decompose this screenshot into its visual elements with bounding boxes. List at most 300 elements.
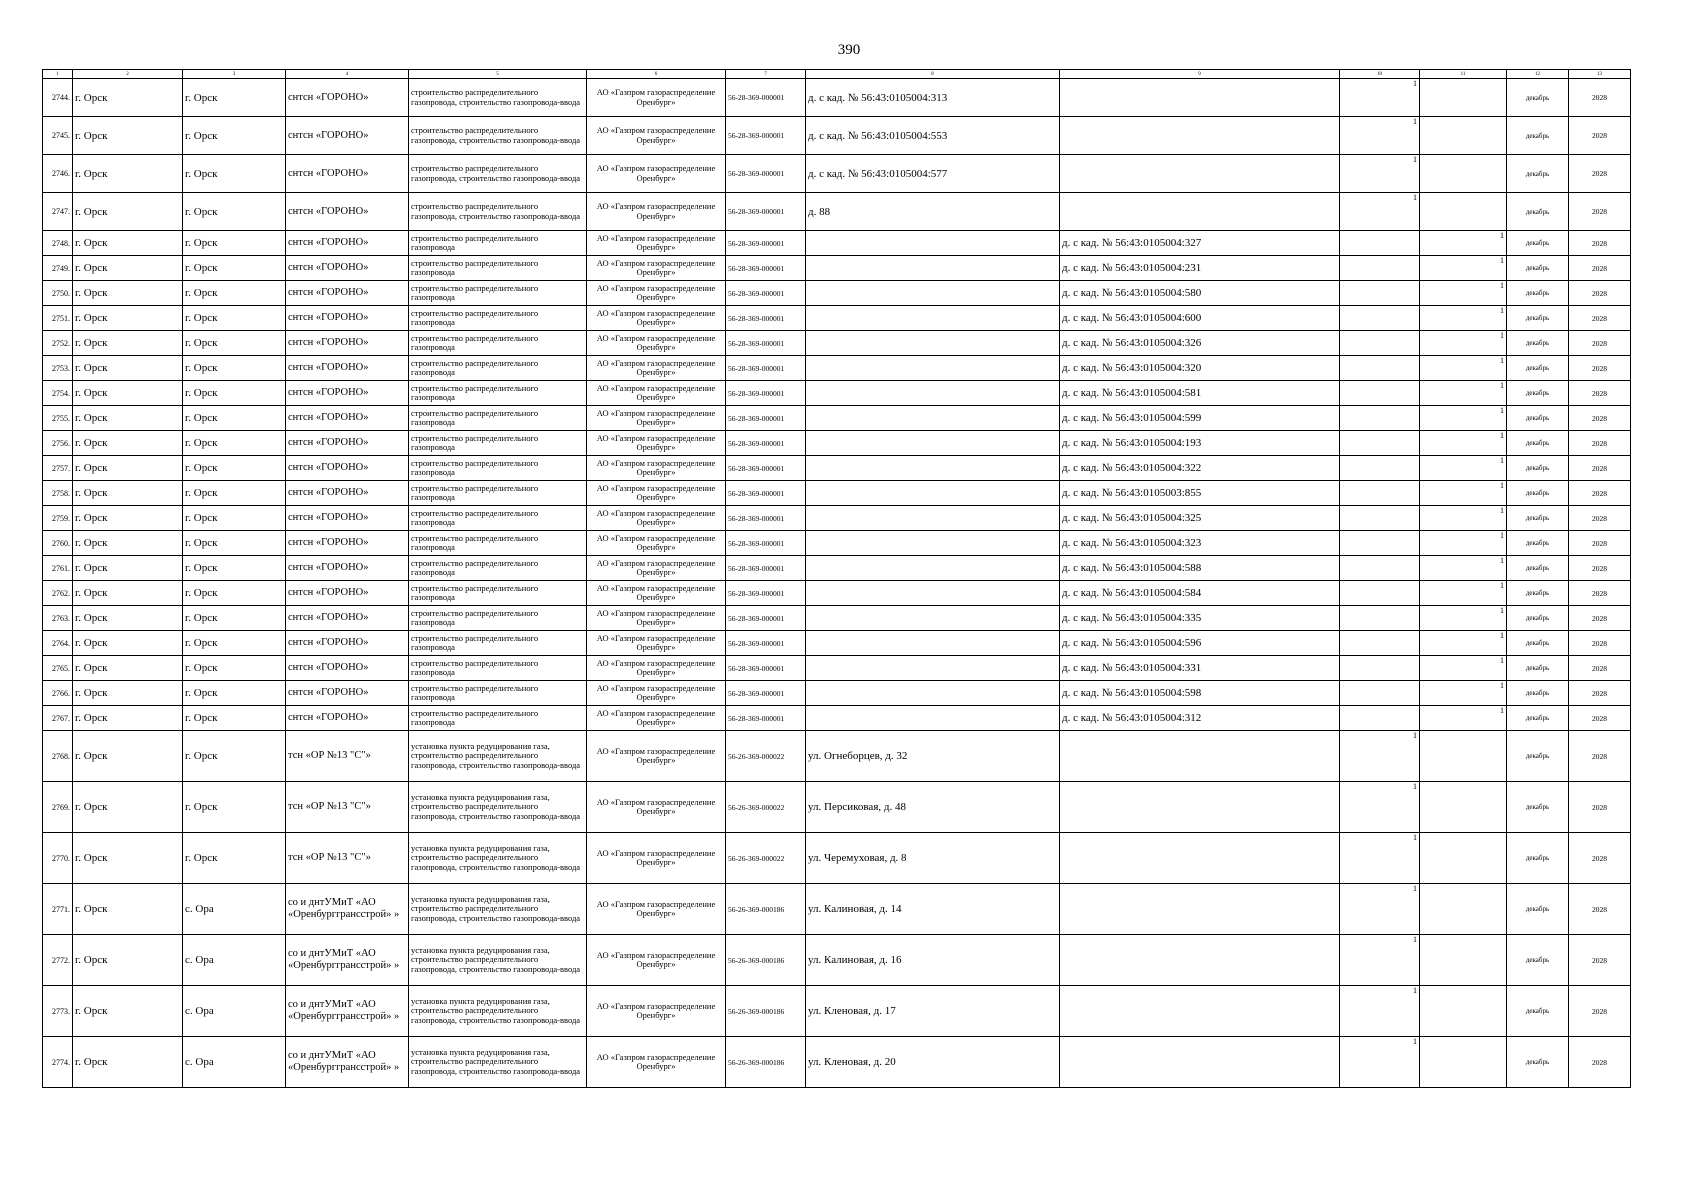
header-row (43, 70, 1631, 79)
count-cell (1420, 833, 1507, 884)
code-cell: 56-26-369-000186 (726, 986, 806, 1037)
organization-cell: снтсн «ГОРОНО» (286, 706, 409, 731)
cadastral-cell: д. с кад. № 56:43:0105004:231 (1060, 256, 1340, 281)
settlement-cell: г. Орск (183, 556, 286, 581)
work-type-cell: строительство распределительного газопровода (409, 256, 587, 281)
gas-company-cell: АО «Газпром газораспределение Оренбург» (587, 731, 726, 782)
municipality-cell: г. Орск (73, 731, 183, 782)
count-cell (1340, 306, 1420, 331)
gas-company-cell: АО «Газпром газораспределение Оренбург» (587, 782, 726, 833)
gas-company-cell: АО «Газпром газораспределение Оренбург» (587, 406, 726, 431)
year-cell: 2028 (1569, 381, 1631, 406)
code-cell: 56-28-369-000001 (726, 331, 806, 356)
address-cell (806, 381, 1060, 406)
month-cell: декабрь (1507, 456, 1569, 481)
work-type-cell: строительство распределительного газопровода (409, 331, 587, 356)
work-type-cell: строительство распределительного газопровода (409, 456, 587, 481)
settlement-cell: с. Ора (183, 935, 286, 986)
cadastral-cell (1060, 782, 1340, 833)
table-row (43, 381, 1631, 406)
municipality-cell: г. Орск (73, 281, 183, 306)
cadastral-cell (1060, 935, 1340, 986)
municipality-cell: г. Орск (73, 481, 183, 506)
settlement-cell: г. Орск (183, 155, 286, 193)
month-cell: декабрь (1507, 1037, 1569, 1088)
count-cell: 1 (1340, 193, 1420, 231)
month-cell: декабрь (1507, 731, 1569, 782)
code-cell: 56-28-369-000001 (726, 431, 806, 456)
table-row (43, 431, 1631, 456)
column-number: 12 (1507, 70, 1569, 79)
row-number: 2746. (43, 155, 73, 193)
year-cell: 2028 (1569, 531, 1631, 556)
cadastral-cell (1060, 1037, 1340, 1088)
count-cell (1420, 986, 1507, 1037)
row-number: 2766. (43, 681, 73, 706)
count-cell: 1 (1420, 656, 1507, 681)
count-cell: 1 (1420, 606, 1507, 631)
column-number: 8 (806, 70, 1060, 79)
table-row (43, 331, 1631, 356)
count-cell (1340, 406, 1420, 431)
table-row (43, 731, 1631, 782)
column-number: 2 (73, 70, 183, 79)
month-cell: декабрь (1507, 381, 1569, 406)
row-number: 2756. (43, 431, 73, 456)
municipality-cell: г. Орск (73, 456, 183, 481)
row-number: 2745. (43, 117, 73, 155)
count-cell: 1 (1420, 506, 1507, 531)
month-cell: декабрь (1507, 155, 1569, 193)
gas-company-cell: АО «Газпром газораспределение Оренбург» (587, 833, 726, 884)
table-row (43, 79, 1631, 117)
settlement-cell: г. Орск (183, 782, 286, 833)
row-number: 2763. (43, 606, 73, 631)
cadastral-cell (1060, 833, 1340, 884)
work-type-cell: строительство распределительного газопровода (409, 531, 587, 556)
code-cell: 56-28-369-000001 (726, 79, 806, 117)
gas-company-cell: АО «Газпром газораспределение Оренбург» (587, 506, 726, 531)
column-number: 3 (183, 70, 286, 79)
work-type-cell: строительство распределительного газопровода (409, 381, 587, 406)
cadastral-cell (1060, 79, 1340, 117)
row-number: 2747. (43, 193, 73, 231)
cadastral-cell (1060, 193, 1340, 231)
code-cell: 56-26-369-000186 (726, 1037, 806, 1088)
month-cell: декабрь (1507, 531, 1569, 556)
code-cell: 56-28-369-000001 (726, 356, 806, 381)
table-row (43, 681, 1631, 706)
address-cell (806, 681, 1060, 706)
organization-cell: снтсн «ГОРОНО» (286, 506, 409, 531)
address-cell (806, 506, 1060, 531)
month-cell: декабрь (1507, 506, 1569, 531)
month-cell: декабрь (1507, 406, 1569, 431)
cadastral-cell: д. с кад. № 56:43:0105004:580 (1060, 281, 1340, 306)
municipality-cell: г. Орск (73, 556, 183, 581)
address-cell: ул. Огнеборцев, д. 32 (806, 731, 1060, 782)
month-cell: декабрь (1507, 656, 1569, 681)
year-cell: 2028 (1569, 782, 1631, 833)
cadastral-cell: д. с кад. № 56:43:0105004:320 (1060, 356, 1340, 381)
count-cell (1420, 117, 1507, 155)
month-cell: декабрь (1507, 256, 1569, 281)
count-cell: 1 (1420, 231, 1507, 256)
code-cell: 56-28-369-000001 (726, 506, 806, 531)
table-row (43, 1037, 1631, 1088)
table-row (43, 356, 1631, 381)
organization-cell: снтсн «ГОРОНО» (286, 531, 409, 556)
year-cell: 2028 (1569, 256, 1631, 281)
work-type-cell: установка пункта редуцирования газа, строительство распределительного газопровода, строительство газопровода-ввода (409, 884, 587, 935)
gas-company-cell: АО «Газпром газораспределение Оренбург» (587, 381, 726, 406)
table-row (43, 631, 1631, 656)
settlement-cell: г. Орск (183, 356, 286, 381)
column-number: 6 (587, 70, 726, 79)
cadastral-cell: д. с кад. № 56:43:0105004:323 (1060, 531, 1340, 556)
row-number: 2754. (43, 381, 73, 406)
cadastral-cell: д. с кад. № 56:43:0105004:335 (1060, 606, 1340, 631)
organization-cell: снтсн «ГОРОНО» (286, 117, 409, 155)
address-cell (806, 556, 1060, 581)
address-cell (806, 531, 1060, 556)
count-cell (1340, 631, 1420, 656)
gas-company-cell: АО «Газпром газораспределение Оренбург» (587, 986, 726, 1037)
count-cell (1340, 256, 1420, 281)
code-cell: 56-28-369-000001 (726, 706, 806, 731)
row-number: 2744. (43, 79, 73, 117)
table-row (43, 986, 1631, 1037)
municipality-cell: г. Орск (73, 406, 183, 431)
organization-cell: снтсн «ГОРОНО» (286, 656, 409, 681)
count-cell (1340, 381, 1420, 406)
count-cell: 1 (1420, 406, 1507, 431)
organization-cell: снтсн «ГОРОНО» (286, 581, 409, 606)
address-cell (806, 356, 1060, 381)
year-cell: 2028 (1569, 1037, 1631, 1088)
code-cell: 56-28-369-000001 (726, 581, 806, 606)
table-row (43, 231, 1631, 256)
address-cell: д. 88 (806, 193, 1060, 231)
address-cell (806, 281, 1060, 306)
count-cell: 1 (1420, 306, 1507, 331)
count-cell (1340, 581, 1420, 606)
municipality-cell: г. Орск (73, 381, 183, 406)
row-number: 2774. (43, 1037, 73, 1088)
count-cell (1340, 556, 1420, 581)
cadastral-cell (1060, 986, 1340, 1037)
gas-company-cell: АО «Газпром газораспределение Оренбург» (587, 581, 726, 606)
column-number: 10 (1340, 70, 1420, 79)
address-cell: ул. Кленовая, д. 17 (806, 986, 1060, 1037)
count-cell (1340, 481, 1420, 506)
work-type-cell: установка пункта редуцирования газа, строительство распределительного газопровода, строительство газопровода-ввода (409, 1037, 587, 1088)
address-cell (806, 231, 1060, 256)
row-number: 2762. (43, 581, 73, 606)
row-number: 2765. (43, 656, 73, 681)
column-number: 9 (1060, 70, 1340, 79)
municipality-cell: г. Орск (73, 231, 183, 256)
count-cell (1420, 155, 1507, 193)
year-cell: 2028 (1569, 281, 1631, 306)
count-cell: 1 (1420, 556, 1507, 581)
year-cell: 2028 (1569, 681, 1631, 706)
row-number: 2749. (43, 256, 73, 281)
table-row (43, 782, 1631, 833)
settlement-cell: г. Орск (183, 481, 286, 506)
year-cell: 2028 (1569, 506, 1631, 531)
row-number: 2771. (43, 884, 73, 935)
cadastral-cell: д. с кад. № 56:43:0105004:600 (1060, 306, 1340, 331)
work-type-cell: строительство распределительного газопровода (409, 356, 587, 381)
table-row (43, 256, 1631, 281)
work-type-cell: строительство распределительного газопровода (409, 681, 587, 706)
settlement-cell: г. Орск (183, 833, 286, 884)
month-cell: декабрь (1507, 431, 1569, 456)
gas-company-cell: АО «Газпром газораспределение Оренбург» (587, 935, 726, 986)
gas-company-cell: АО «Газпром газораспределение Оренбург» (587, 706, 726, 731)
settlement-cell: г. Орск (183, 256, 286, 281)
count-cell: 1 (1340, 884, 1420, 935)
organization-cell: снтсн «ГОРОНО» (286, 231, 409, 256)
gas-company-cell: АО «Газпром газораспределение Оренбург» (587, 79, 726, 117)
settlement-cell: г. Орск (183, 381, 286, 406)
work-type-cell: строительство распределительного газопровода (409, 431, 587, 456)
code-cell: 56-28-369-000001 (726, 155, 806, 193)
year-cell: 2028 (1569, 606, 1631, 631)
code-cell: 56-28-369-000001 (726, 656, 806, 681)
code-cell: 56-26-369-000186 (726, 935, 806, 986)
count-cell: 1 (1340, 79, 1420, 117)
code-cell: 56-26-369-000186 (726, 884, 806, 935)
gas-company-cell: АО «Газпром газораспределение Оренбург» (587, 1037, 726, 1088)
row-number: 2769. (43, 782, 73, 833)
work-type-cell: строительство распределительного газопровода (409, 606, 587, 631)
municipality-cell: г. Орск (73, 631, 183, 656)
address-cell: д. с кад. № 56:43:0105004:577 (806, 155, 1060, 193)
row-number: 2752. (43, 331, 73, 356)
count-cell (1340, 606, 1420, 631)
code-cell: 56-28-369-000001 (726, 531, 806, 556)
cadastral-cell: д. с кад. № 56:43:0105004:584 (1060, 581, 1340, 606)
organization-cell: тсн «ОР №13 "С"» (286, 782, 409, 833)
row-number: 2757. (43, 456, 73, 481)
cadastral-cell: д. с кад. № 56:43:0105004:322 (1060, 456, 1340, 481)
month-cell: декабрь (1507, 986, 1569, 1037)
cadastral-cell: д. с кад. № 56:43:0105004:325 (1060, 506, 1340, 531)
settlement-cell: г. Орск (183, 331, 286, 356)
count-cell (1340, 506, 1420, 531)
municipality-cell: г. Орск (73, 256, 183, 281)
gas-company-cell: АО «Газпром газораспределение Оренбург» (587, 884, 726, 935)
work-type-cell: строительство распределительного газопровода (409, 656, 587, 681)
row-number: 2755. (43, 406, 73, 431)
organization-cell: снтсн «ГОРОНО» (286, 193, 409, 231)
settlement-cell: г. Орск (183, 506, 286, 531)
municipality-cell: г. Орск (73, 193, 183, 231)
code-cell: 56-28-369-000001 (726, 306, 806, 331)
work-type-cell: установка пункта редуцирования газа, строительство распределительного газопровода, строительство газопровода-ввода (409, 833, 587, 884)
cadastral-cell: д. с кад. № 56:43:0105004:312 (1060, 706, 1340, 731)
year-cell: 2028 (1569, 833, 1631, 884)
organization-cell: снтсн «ГОРОНО» (286, 281, 409, 306)
organization-cell: тсн «ОР №13 "С"» (286, 731, 409, 782)
gas-company-cell: АО «Газпром газораспределение Оренбург» (587, 431, 726, 456)
count-cell: 1 (1420, 256, 1507, 281)
settlement-cell: г. Орск (183, 231, 286, 256)
row-number: 2748. (43, 231, 73, 256)
work-type-cell: строительство распределительного газопровода, строительство газопровода-ввода (409, 117, 587, 155)
address-cell (806, 406, 1060, 431)
organization-cell: со и днтУМиТ «АО «Оренбурггрансстрой» » (286, 986, 409, 1037)
work-type-cell: строительство распределительного газопровода (409, 231, 587, 256)
count-cell (1420, 731, 1507, 782)
registry-table (42, 69, 1631, 1088)
address-cell (806, 256, 1060, 281)
gas-company-cell: АО «Газпром газораспределение Оренбург» (587, 481, 726, 506)
code-cell: 56-26-369-000022 (726, 782, 806, 833)
table-row (43, 935, 1631, 986)
code-cell: 56-28-369-000001 (726, 281, 806, 306)
work-type-cell: строительство распределительного газопровода (409, 281, 587, 306)
count-cell (1340, 231, 1420, 256)
month-cell: декабрь (1507, 331, 1569, 356)
count-cell (1340, 681, 1420, 706)
row-number: 2760. (43, 531, 73, 556)
row-number: 2773. (43, 986, 73, 1037)
month-cell: декабрь (1507, 782, 1569, 833)
gas-company-cell: АО «Газпром газораспределение Оренбург» (587, 306, 726, 331)
month-cell: декабрь (1507, 281, 1569, 306)
settlement-cell: г. Орск (183, 406, 286, 431)
work-type-cell: строительство распределительного газопровода, строительство газопровода-ввода (409, 193, 587, 231)
settlement-cell: г. Орск (183, 117, 286, 155)
gas-company-cell: АО «Газпром газораспределение Оренбург» (587, 531, 726, 556)
code-cell: 56-28-369-000001 (726, 406, 806, 431)
count-cell (1340, 531, 1420, 556)
column-number: 7 (726, 70, 806, 79)
work-type-cell: строительство распределительного газопровода (409, 706, 587, 731)
count-cell: 1 (1420, 456, 1507, 481)
row-number: 2761. (43, 556, 73, 581)
code-cell: 56-28-369-000001 (726, 381, 806, 406)
count-cell: 1 (1420, 706, 1507, 731)
cadastral-cell: д. с кад. № 56:43:0105004:599 (1060, 406, 1340, 431)
settlement-cell: г. Орск (183, 681, 286, 706)
municipality-cell: г. Орск (73, 117, 183, 155)
address-cell: ул. Калиновая, д. 14 (806, 884, 1060, 935)
municipality-cell: г. Орск (73, 706, 183, 731)
count-cell (1340, 431, 1420, 456)
address-cell: ул. Калиновая, д. 16 (806, 935, 1060, 986)
year-cell: 2028 (1569, 331, 1631, 356)
table-row (43, 481, 1631, 506)
count-cell: 1 (1420, 481, 1507, 506)
address-cell (806, 581, 1060, 606)
municipality-cell: г. Орск (73, 935, 183, 986)
row-number: 2768. (43, 731, 73, 782)
gas-company-cell: АО «Газпром газораспределение Оренбург» (587, 556, 726, 581)
settlement-cell: г. Орск (183, 631, 286, 656)
address-cell (806, 706, 1060, 731)
address-cell (806, 431, 1060, 456)
settlement-cell: г. Орск (183, 79, 286, 117)
count-cell (1420, 935, 1507, 986)
month-cell: декабрь (1507, 231, 1569, 256)
count-cell (1340, 706, 1420, 731)
cadastral-cell: д. с кад. № 56:43:0105004:331 (1060, 656, 1340, 681)
cadastral-cell: д. с кад. № 56:43:0105003:855 (1060, 481, 1340, 506)
work-type-cell: установка пункта редуцирования газа, строительство распределительного газопровода, строительство газопровода-ввода (409, 782, 587, 833)
cadastral-cell (1060, 155, 1340, 193)
cadastral-cell (1060, 731, 1340, 782)
work-type-cell: установка пункта редуцирования газа, строительство распределительного газопровода, строительство газопровода-ввода (409, 935, 587, 986)
year-cell: 2028 (1569, 306, 1631, 331)
count-cell (1340, 456, 1420, 481)
count-cell: 1 (1340, 782, 1420, 833)
table-row (43, 117, 1631, 155)
month-cell: декабрь (1507, 117, 1569, 155)
month-cell: декабрь (1507, 481, 1569, 506)
gas-company-cell: АО «Газпром газораспределение Оренбург» (587, 331, 726, 356)
cadastral-cell: д. с кад. № 56:43:0105004:581 (1060, 381, 1340, 406)
row-number: 2751. (43, 306, 73, 331)
organization-cell: снтсн «ГОРОНО» (286, 79, 409, 117)
settlement-cell: г. Орск (183, 531, 286, 556)
row-number: 2764. (43, 631, 73, 656)
code-cell: 56-28-369-000001 (726, 193, 806, 231)
address-cell: д. с кад. № 56:43:0105004:553 (806, 117, 1060, 155)
code-cell: 56-28-369-000001 (726, 556, 806, 581)
cadastral-cell: д. с кад. № 56:43:0105004:598 (1060, 681, 1340, 706)
count-cell: 1 (1340, 986, 1420, 1037)
organization-cell: снтсн «ГОРОНО» (286, 556, 409, 581)
work-type-cell: строительство распределительного газопровода (409, 581, 587, 606)
organization-cell: со и днтУМиТ «АО «Оренбурггрансстрой» » (286, 1037, 409, 1088)
year-cell: 2028 (1569, 456, 1631, 481)
municipality-cell: г. Орск (73, 656, 183, 681)
settlement-cell: г. Орск (183, 431, 286, 456)
address-cell: д. с кад. № 56:43:0105004:313 (806, 79, 1060, 117)
code-cell: 56-28-369-000001 (726, 117, 806, 155)
work-type-cell: строительство распределительного газопровода (409, 506, 587, 531)
table-row (43, 706, 1631, 731)
month-cell: декабрь (1507, 631, 1569, 656)
municipality-cell: г. Орск (73, 606, 183, 631)
year-cell: 2028 (1569, 481, 1631, 506)
month-cell: декабрь (1507, 706, 1569, 731)
year-cell: 2028 (1569, 231, 1631, 256)
address-cell (806, 656, 1060, 681)
count-cell: 1 (1420, 681, 1507, 706)
settlement-cell: г. Орск (183, 731, 286, 782)
year-cell: 2028 (1569, 631, 1631, 656)
municipality-cell: г. Орск (73, 531, 183, 556)
work-type-cell: установка пункта редуцирования газа, строительство распределительного газопровода, строительство газопровода-ввода (409, 986, 587, 1037)
row-number: 2750. (43, 281, 73, 306)
municipality-cell: г. Орск (73, 833, 183, 884)
gas-company-cell: АО «Газпром газораспределение Оренбург» (587, 155, 726, 193)
year-cell: 2028 (1569, 706, 1631, 731)
count-cell (1420, 1037, 1507, 1088)
municipality-cell: г. Орск (73, 681, 183, 706)
code-cell: 56-28-369-000001 (726, 256, 806, 281)
column-number: 5 (409, 70, 587, 79)
month-cell: декабрь (1507, 935, 1569, 986)
table-row (43, 606, 1631, 631)
year-cell: 2028 (1569, 884, 1631, 935)
month-cell: декабрь (1507, 356, 1569, 381)
